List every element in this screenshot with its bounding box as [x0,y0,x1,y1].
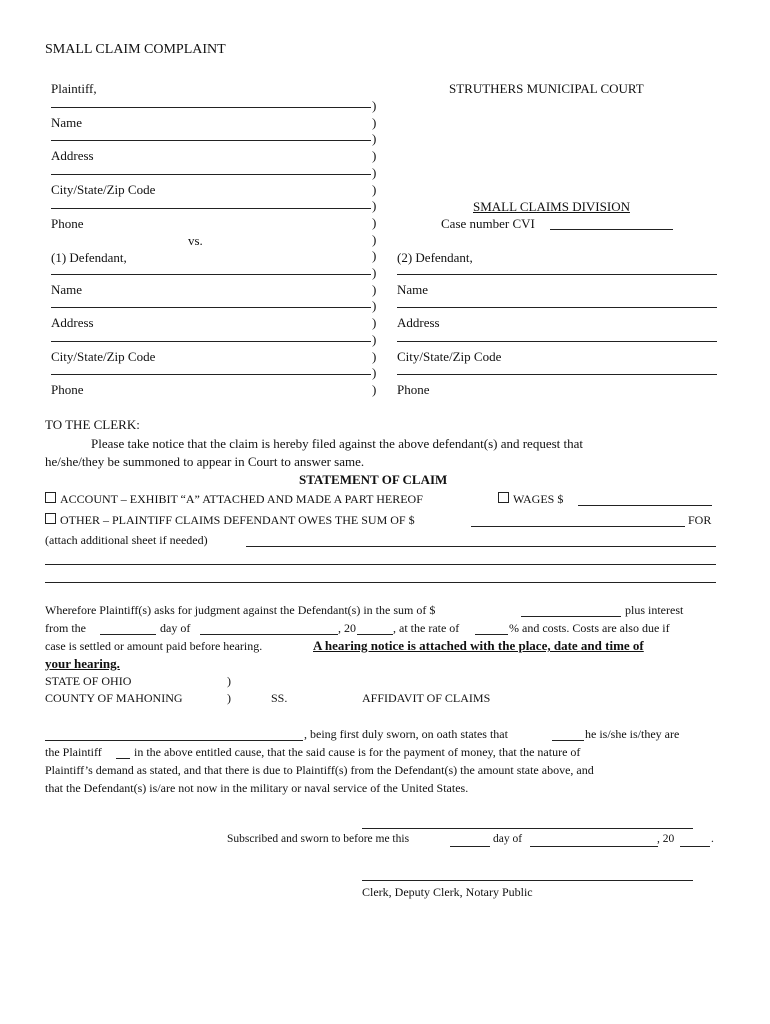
judgment-line2b: day of [160,621,191,635]
caption-bracket: ) [372,281,377,297]
claim-description-line3[interactable] [45,582,716,583]
caption-bracket: ) [372,315,377,331]
caption-bracket: ) [372,164,377,180]
other-option[interactable] [45,513,415,528]
judgment-sum-line[interactable] [521,616,621,617]
from-month-line[interactable] [200,634,338,635]
from-day-line[interactable] [100,634,156,635]
defendant2-phone-label: Phone [397,382,430,397]
case-number-line[interactable] [550,229,673,230]
caption-bracket: ) [372,114,377,130]
affidavit-line1a: , being first duly sworn, on oath states that [304,727,508,741]
for-label: FOR [688,513,712,527]
judgment-line2d: , at the rate of [393,621,460,635]
affidavit-line2a: the Plaintiff [45,745,102,759]
caption-bracket: ) [372,98,377,113]
sworn-text-d: . [711,833,714,845]
caption-bracket: ) [372,198,377,214]
judgment-line1b: plus interest [625,603,684,617]
ss-label: SS. [271,691,288,705]
plaintiff-city-label: City/State/Zip Code [51,182,156,197]
wages-checkbox[interactable] [498,492,509,503]
account-option[interactable] [45,492,423,507]
defendant1-address-label: Address [51,315,94,330]
affiant-name-line[interactable] [45,740,303,741]
plaintiff-city-line[interactable] [51,174,371,175]
defendant1-heading: (1) Defendant, [51,250,127,265]
caption-bracket: ) [372,348,377,364]
defendant1-name-line[interactable] [51,274,371,275]
state-label: STATE OF OHIO [45,674,132,688]
defendant2-heading: (2) Defendant, [397,250,473,265]
page-title: SMALL CLAIM COMPLAINT [45,42,226,57]
caption-bracket: ) [372,298,377,314]
sworn-text-a: Subscribed and sworn to before me this [227,833,410,845]
interest-rate-line[interactable] [475,634,508,635]
caption-bracket: ) [372,181,377,197]
from-year-line[interactable] [357,634,393,635]
caption-bracket: ) [372,131,377,147]
sworn-day-line[interactable] [450,846,490,847]
defendant1-city-label: City/State/Zip Code [51,349,156,364]
sworn-year-line[interactable] [680,846,710,847]
account-checkbox[interactable] [45,492,56,503]
defendant1-city-line[interactable] [51,341,371,342]
hearing-notice-line: A hearing notice is attached with the place, date and time of [313,638,644,653]
clerk-notice-line1: Please take notice that the claim is hereby filed against the above defendant(s) and request that [91,436,584,451]
account-label: ACCOUNT – EXHIBIT “A” ATTACHED AND MADE A PART HEREOF [60,492,423,506]
caption-bracket: ) [372,265,377,280]
affidavit-line2b: in the above entitled cause, that the said cause is for the payment of money, that the nature of [134,745,581,759]
caption-bracket: ) [372,331,377,347]
judgment-line3a: case is settled or amount paid before hearing. [45,639,263,653]
clerk-heading: TO THE CLERK: [45,417,140,432]
county-label: COUNTY OF MAHONING [45,691,183,705]
caption-bracket: ) [372,365,377,381]
sworn-text-b: day of [493,833,523,845]
caption-bracket: ) [372,231,377,247]
hearing-notice-line2: your hearing. [45,656,120,671]
claim-description-line1[interactable] [246,546,716,547]
caption-bracket: ) [372,214,377,230]
plaintiff-phone-label: Phone [51,216,84,231]
defendant2-address-label: Address [397,315,440,330]
other-amount-line[interactable] [471,526,685,527]
defendant1-phone-line[interactable] [51,374,371,375]
plaintiff-address-line[interactable] [51,140,371,141]
wages-option[interactable] [498,492,563,507]
caption-bracket: ) [372,248,377,264]
defendant2-city-label: City/State/Zip Code [397,349,502,364]
attach-label: (attach additional sheet if needed) [45,533,208,547]
affidavit-heading: AFFIDAVIT OF CLAIMS [362,691,491,705]
venue-paren-1: ) [227,674,231,688]
other-label: OTHER – PLAINTIFF CLAIMS DEFENDANT OWES THE SUM OF $ [60,513,415,527]
vs-label: vs. [188,233,203,248]
case-number-label: Case number CVI [441,216,535,231]
sworn-month-line[interactable] [530,846,658,847]
defendant2-address-line[interactable] [397,307,717,308]
judgment-line2a: from the [45,621,86,635]
sworn-text-c: , 20 [657,833,675,845]
defendant2-name-label: Name [397,282,429,297]
clerk-signature-label: Clerk, Deputy Clerk, Notary Public [362,885,533,899]
affidavit-line3: Plaintiff’s demand as stated, and that there is due to Plaintiff(s) from the Defendant(s) the amount state above, and [45,763,594,777]
venue-paren-2: ) [227,691,231,705]
defendant1-phone-label: Phone [51,382,84,397]
plaintiff-address-label: Address [51,148,94,163]
statement-heading: STATEMENT OF CLAIM [299,472,448,487]
plaintiff-heading: Plaintiff, [51,81,97,96]
plaintiff-name-line[interactable] [51,107,371,108]
defendant1-address-line[interactable] [51,307,371,308]
judgment-line1a: Wherefore Plaintiff(s) asks for judgment against the Defendant(s) in the sum of $ [45,603,436,617]
caption-bracket: ) [372,148,377,164]
notary-signature-line[interactable] [362,828,693,829]
pronoun-line[interactable] [552,740,584,741]
affidavit-line1b: he is/she is/they are [585,727,680,741]
defendant2-city-line[interactable] [397,341,717,342]
clerk-notice-line2: he/she/they be summoned to appear in Court to answer same. [45,454,365,469]
claim-description-line2[interactable] [45,564,716,565]
plaintiff-phone-line[interactable] [51,208,371,209]
wages-amount-line[interactable] [578,505,712,506]
court-name: STRUTHERS MUNICIPAL COURT [449,81,644,96]
defendant2-phone-line[interactable] [397,374,717,375]
plaintiff-suffix-line[interactable] [116,758,130,759]
caption-bracket: ) [372,381,377,397]
wages-label: WAGES $ [513,492,564,506]
clerk-signature-line[interactable] [362,880,693,881]
defendant2-name-line[interactable] [397,274,717,275]
plaintiff-name-label: Name [51,115,83,130]
other-checkbox[interactable] [45,513,56,524]
division-label: SMALL CLAIMS DIVISION [473,199,630,214]
defendant1-name-label: Name [51,282,83,297]
judgment-line2c: , 20 [338,621,356,635]
judgment-line2e: % and costs. Costs are also due if [509,621,670,635]
affidavit-line4: that the Defendant(s) is/are not now in the military or naval service of the United States. [45,781,469,795]
